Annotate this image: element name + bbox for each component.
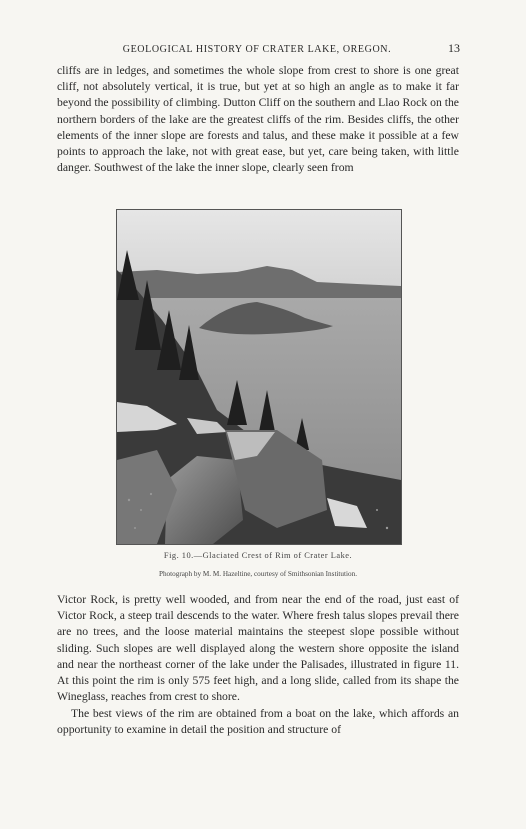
figure-photo bbox=[116, 209, 402, 545]
figure-caption: Fig. 10.—Glaciated Crest of Rim of Crater Lake. bbox=[163, 551, 353, 560]
paragraph-2: Victor Rock, is pretty well wooded, and from near the end of the road, just east of Victor Rock, a steep trail descends to the water. Where fresh talus slopes prevail there are no trees, and the loose material maintains the steepest slope possible without sliding. Such slopes are well displayed along the western shore opposite the island and near the northeast corner of the lake under the Palisades, illustrated in figure 11. At this point the rim is only 575 feet high, and a long slide, called from its shape the Wineglass, reaches from crest to shore. bbox=[57, 593, 459, 704]
paragraph-1: cliffs are in ledges, and sometimes the whole slope from crest to shore is one great cliff, not absolutely vertical, it is true, but yet at so high an angle as to make it far beyond the possibility of climbing. Dutton Cliff on the southern and Llao Rock on the northern borders of the lake are the greatest cliffs of the rim. Besides cliffs, the other elements of the inner slope are forests and talus, and these make it possible at a few points to approach the lake, not with great ease, but yet, care being taken, with little danger. Southwest of the lake the inner slope, clearly seen from bbox=[57, 64, 459, 175]
paragraph-3: The best views of the rim are obtained from a boat on the lake, which affords an opportunity to examine in detail the position and structure of bbox=[57, 707, 459, 737]
crater-lake-photo bbox=[117, 210, 401, 544]
running-head: GEOLOGICAL HISTORY OF CRATER LAKE, OREGON. bbox=[122, 44, 392, 55]
figure-credit: Photograph by M. M. Hazeltine, courtesy of Smithsonian Institution. bbox=[158, 570, 358, 578]
page-number: 13 bbox=[448, 41, 460, 55]
